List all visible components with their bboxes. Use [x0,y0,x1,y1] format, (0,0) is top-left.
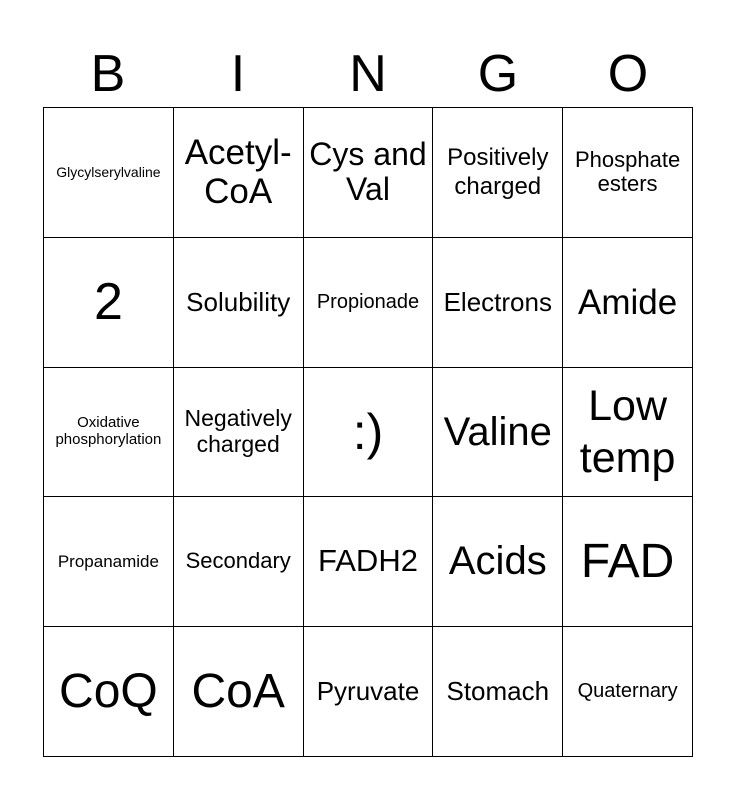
bingo-cell[interactable]: Electrons [433,238,563,368]
bingo-cell[interactable]: Oxidative phosphorylation [44,368,174,498]
bingo-header [43,42,693,106]
bingo-cell[interactable]: :) [304,368,434,498]
bingo-cell[interactable]: CoQ [44,627,174,757]
header-letter-n: N [349,45,387,103]
bingo-cell[interactable]: Propanamide [44,497,174,627]
bingo-cell[interactable]: Low temp [563,368,693,498]
bingo-cell[interactable]: Acetyl-CoA [174,108,304,238]
bingo-cell[interactable]: Positively charged [433,108,563,238]
bingo-cell[interactable]: CoA [174,627,304,757]
bingo-cell[interactable]: Cys and Val [304,108,434,238]
bingo-cell[interactable]: Amide [563,238,693,368]
bingo-board [43,107,693,757]
bingo-cell[interactable]: Propionade [304,238,434,368]
bingo-cell[interactable]: 2 [44,238,174,368]
bingo-cell[interactable]: FADH2 [304,497,434,627]
header-letter-g: G [477,45,519,103]
bingo-cell[interactable]: Glycylserylvaline [44,108,174,238]
header-letter-b: B [90,45,126,103]
bingo-cell[interactable]: Solubility [174,238,304,368]
bingo-cell[interactable]: Pyruvate [304,627,434,757]
bingo-cell[interactable]: Negatively charged [174,368,304,498]
header-letter-o: O [607,45,649,103]
bingo-cell[interactable]: Secondary [174,497,304,627]
bingo-cell[interactable]: Phosphate esters [563,108,693,238]
bingo-cell[interactable]: FAD [563,497,693,627]
header-letter-i: I [230,45,246,103]
bingo-cell[interactable]: Acids [433,497,563,627]
bingo-cell[interactable]: Quaternary [563,627,693,757]
bingo-cell[interactable]: Stomach [433,627,563,757]
bingo-cell[interactable]: Valine [433,368,563,498]
